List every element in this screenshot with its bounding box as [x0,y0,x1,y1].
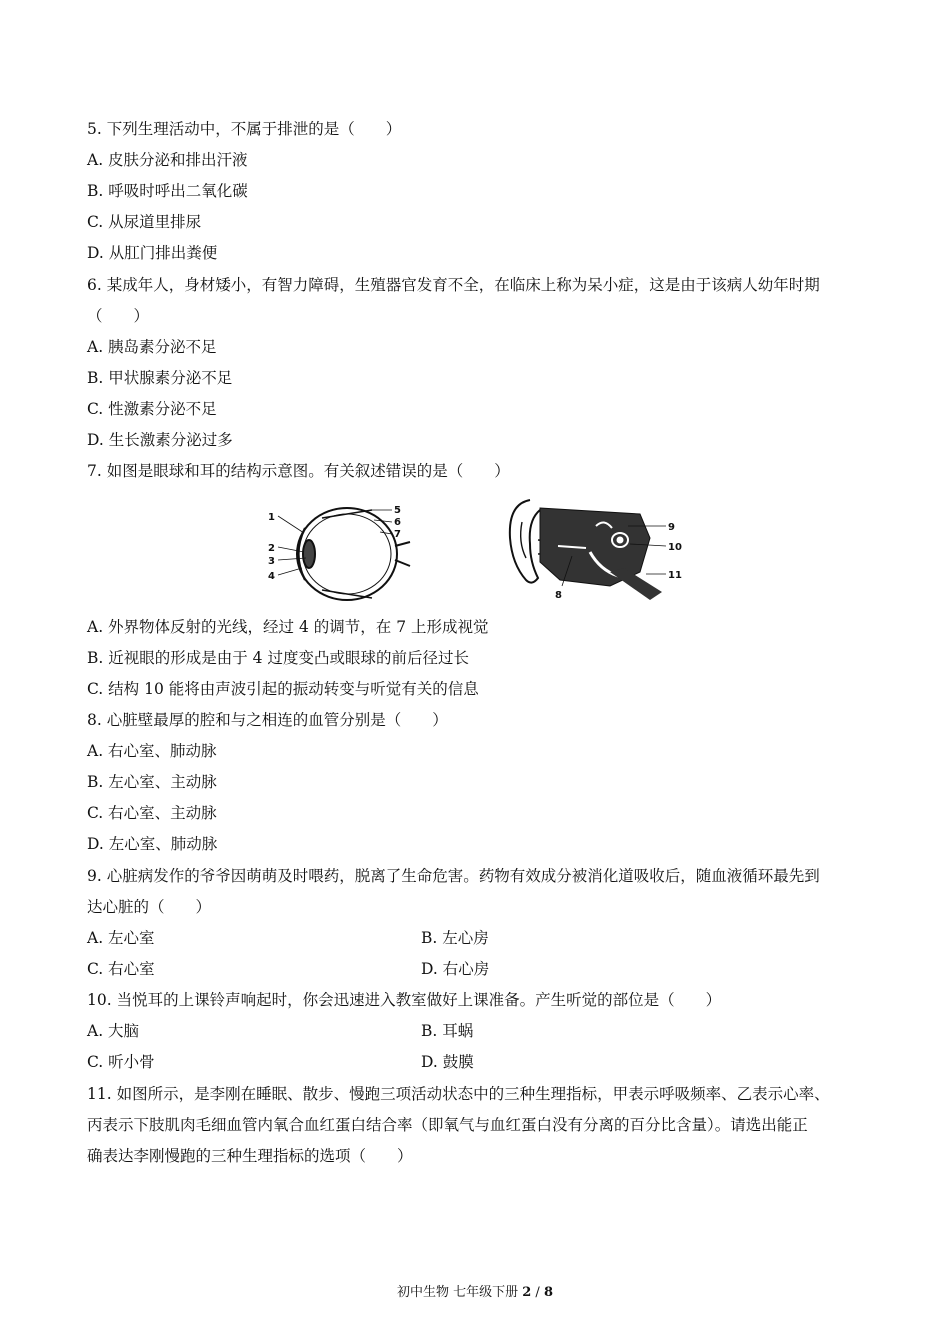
ear-label-10: 10 [668,542,682,553]
q7-option-c: C. 结构 10 能将由声波引起的振动转变与听觉有关的信息 [87,680,479,698]
eye-label-3: 3 [268,556,275,567]
footer-page-number: 2 [522,1285,532,1300]
eye-label-4: 4 [268,571,275,582]
ear-label-8: 8 [555,590,562,601]
q9-option-b: B. 左心房 [421,929,489,947]
eye-label-1: 1 [268,512,275,523]
q8-option-a: A. 右心室、肺动脉 [87,742,217,760]
footer-subject: 初中生物 七年级下册 [396,1285,523,1300]
q10-option-b: B. 耳蜗 [421,1022,474,1040]
q8-option-b: B. 左心室、主动脉 [87,773,217,791]
eye-label-5: 5 [394,505,401,516]
q5-option-c: C. 从尿道里排尿 [87,213,202,231]
footer-separator: / [531,1285,544,1300]
q11-stem-line1: 11. 如图所示，是李刚在睡眠、散步、慢跑三项活动状态中的三种生理指标，甲表示呼吸频率、乙表示心率、 [87,1085,830,1103]
ear-label-9: 9 [668,522,675,533]
q10-option-c: C. 听小骨 [87,1053,155,1071]
q10-stem: 10. 当悦耳的上课铃声响起时，你会迅速进入教室做好上课准备。产生听觉的部位是（ ） [87,991,722,1009]
eye-label-7: 7 [394,529,401,540]
footer-total-pages: 8 [543,1285,553,1300]
q5-stem: 5. 下列生理活动中，不属于排泄的是（ ） [87,120,402,138]
q9-stem-line2: 达心脏的（ ） [87,898,212,916]
q9-option-d: D. 右心房 [421,960,490,978]
q9-option-c: C. 右心室 [87,960,155,978]
q10-option-a: A. 大脑 [87,1022,140,1040]
q6-option-c: C. 性激素分泌不足 [87,400,217,418]
eye-label-2: 2 [268,543,275,554]
q5-option-a: A. 皮肤分泌和排出汗液 [87,151,248,169]
eyeball-diagram [262,498,412,610]
q7-option-a: A. 外界物体反射的光线，经过 4 的调节，在 7 上形成视觉 [87,618,489,636]
q8-option-d: D. 左心室、肺动脉 [87,835,218,853]
q6-option-a: A. 胰岛素分泌不足 [87,338,217,356]
q6-option-d: D. 生长激素分泌过多 [87,431,233,449]
q11-stem-line3: 确表达李刚慢跑的三种生理指标的选项（ ） [87,1147,413,1165]
eye-label-6: 6 [394,517,401,528]
q6-stem-line1: 6. 某成年人，身材矮小，有智力障碍，生殖器官发育不全，在临床上称为呆小症，这是由于该病人幼年时期 [87,276,820,294]
q11-stem-line2: 丙表示下肢肌肉毛细血管内氧合血红蛋白结合率（即氧气与血红蛋白没有分离的百分比含量）。请选出能正 [87,1116,808,1134]
q7-option-b: B. 近视眼的形成是由于 4 过度变凸或眼球的前后径过长 [87,649,469,667]
q6-stem-line2: （ ） [87,307,150,325]
q9-stem-line1: 9. 心脏病发作的爷爷因萌萌及时喂药，脱离了生命危害。药物有效成分被消化道吸收后，随血液循环最先到 [87,867,820,885]
q5-option-b: B. 呼吸时呼出二氧化碳 [87,182,248,200]
q8-stem: 8. 心脏壁最厚的腔和与之相连的血管分别是（ ） [87,711,448,729]
q8-option-c: C. 右心室、主动脉 [87,804,217,822]
q7-stem: 7. 如图是眼球和耳的结构示意图。有关叙述错误的是（ ） [87,462,510,480]
q10-option-d: D. 鼓膜 [421,1053,474,1071]
q6-option-b: B. 甲状腺素分泌不足 [87,369,233,387]
q9-option-a: A. 左心室 [87,929,155,947]
page-footer [0,1284,950,1302]
ear-label-11: 11 [668,570,682,581]
ear-diagram [500,492,690,604]
q5-option-d: D. 从肛门排出粪便 [87,244,218,262]
